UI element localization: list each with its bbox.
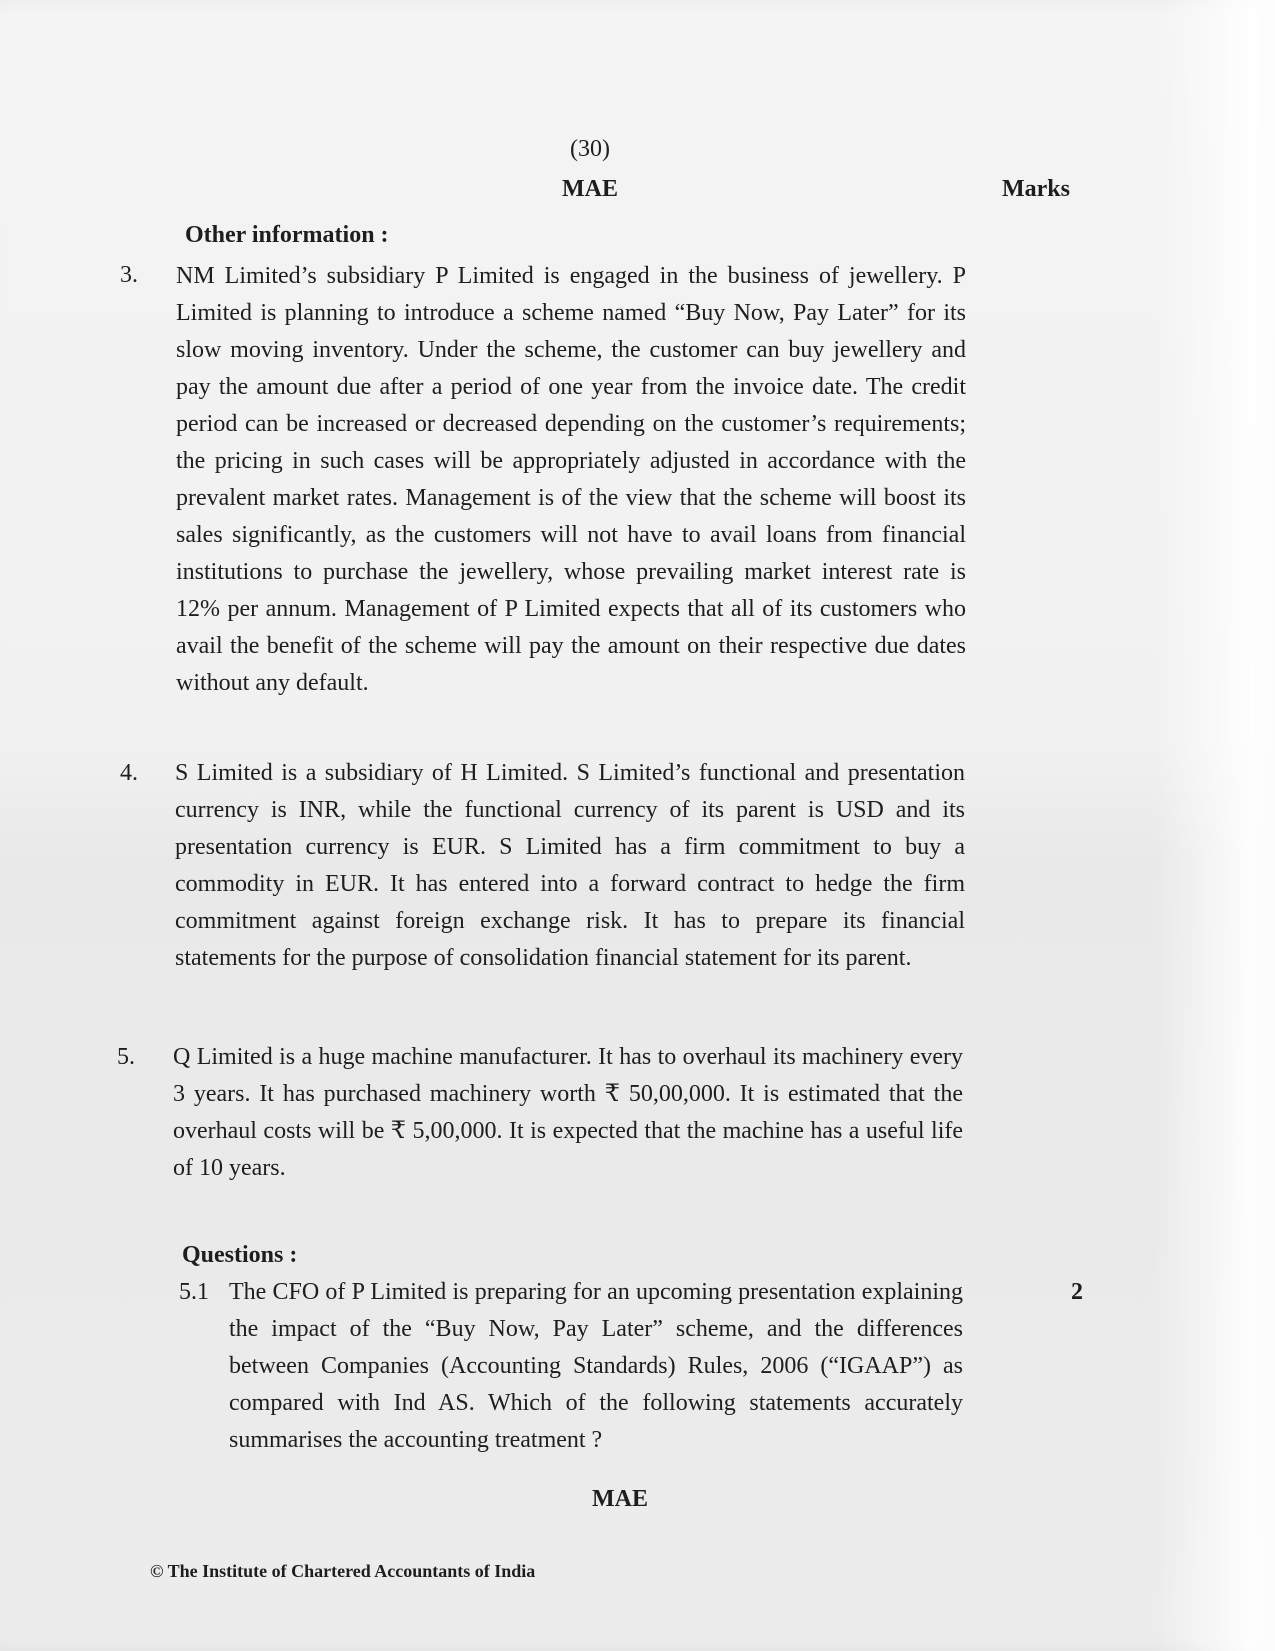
copyright-footer: © The Institute of Chartered Accountants of India <box>150 1561 536 1581</box>
marks-column-heading: Marks <box>1002 176 1070 202</box>
item-5-text: Q Limited is a huge machine manufacturer. It has to overhaul its machinery every 3 years. It has purchased machinery worth ₹ 50,00,000. It is estimated that the overhaul costs will be ₹ 5,00,000. It is expected that the machine has a useful life of 10 years. <box>173 1044 963 1181</box>
item-number-5: 5. <box>117 1044 135 1070</box>
question-5-1-number: 5.1 <box>179 1279 209 1305</box>
page-edge-shade <box>1155 0 1275 1651</box>
item-3-text: NM Limited’s subsidiary P Limited is engaged in the business of jewellery. P Limited is planning to introduce a scheme named “Buy Now, Pay Later” for its slow moving inventory. Under the scheme, the customer can buy jewellery and pay the amount due after a period of one year from the invoice date. The credit period can be increased or decreased depending on the customer’s requirements; the pricing in such cases will be appropriately adjusted in accordance with the prevalent market rates. Management is of the view that the scheme will boost its sales significantly, as the customers will not have to avail loans from financial institutions to purchase the jewellery, whose prevailing market interest rate is 12% per annum. Management of P Limited expects that all of its customers who avail the benefit of the scheme will pay the amount on their respective due dates without any default. <box>176 263 966 696</box>
paper-code-header: MAE <box>562 176 618 202</box>
other-information-heading: Other information : <box>185 222 389 248</box>
question-5-1-marks: 2 <box>1071 1279 1083 1305</box>
item-number-4: 4. <box>120 760 138 786</box>
page-number: (30) <box>570 136 610 162</box>
paper-code-footer: MAE <box>592 1486 648 1512</box>
item-number-3: 3. <box>120 262 138 288</box>
questions-heading: Questions : <box>182 1242 298 1268</box>
question-5-1-text: The CFO of P Limited is preparing for an upcoming presentation explaining the impact of the “Buy Now, Pay Later” scheme, and the differences between Companies (Accounting Standards) Rules, 2006 (“IGAAP”) as compared with Ind AS. Which of the following statements accurately summarises the accounting treatment ? <box>229 1279 963 1453</box>
item-4-text: S Limited is a subsidiary of H Limited. S Limited’s functional and presentation currency is INR, while the functional currency of its parent is USD and its presentation currency is EUR. S Limited has a firm commitment to buy a commodity in EUR. It has entered into a forward contract to hedge the firm commitment against foreign exchange risk. It has to prepare its financial statements for the purpose of consolidation financial statement for its parent. <box>175 760 965 971</box>
